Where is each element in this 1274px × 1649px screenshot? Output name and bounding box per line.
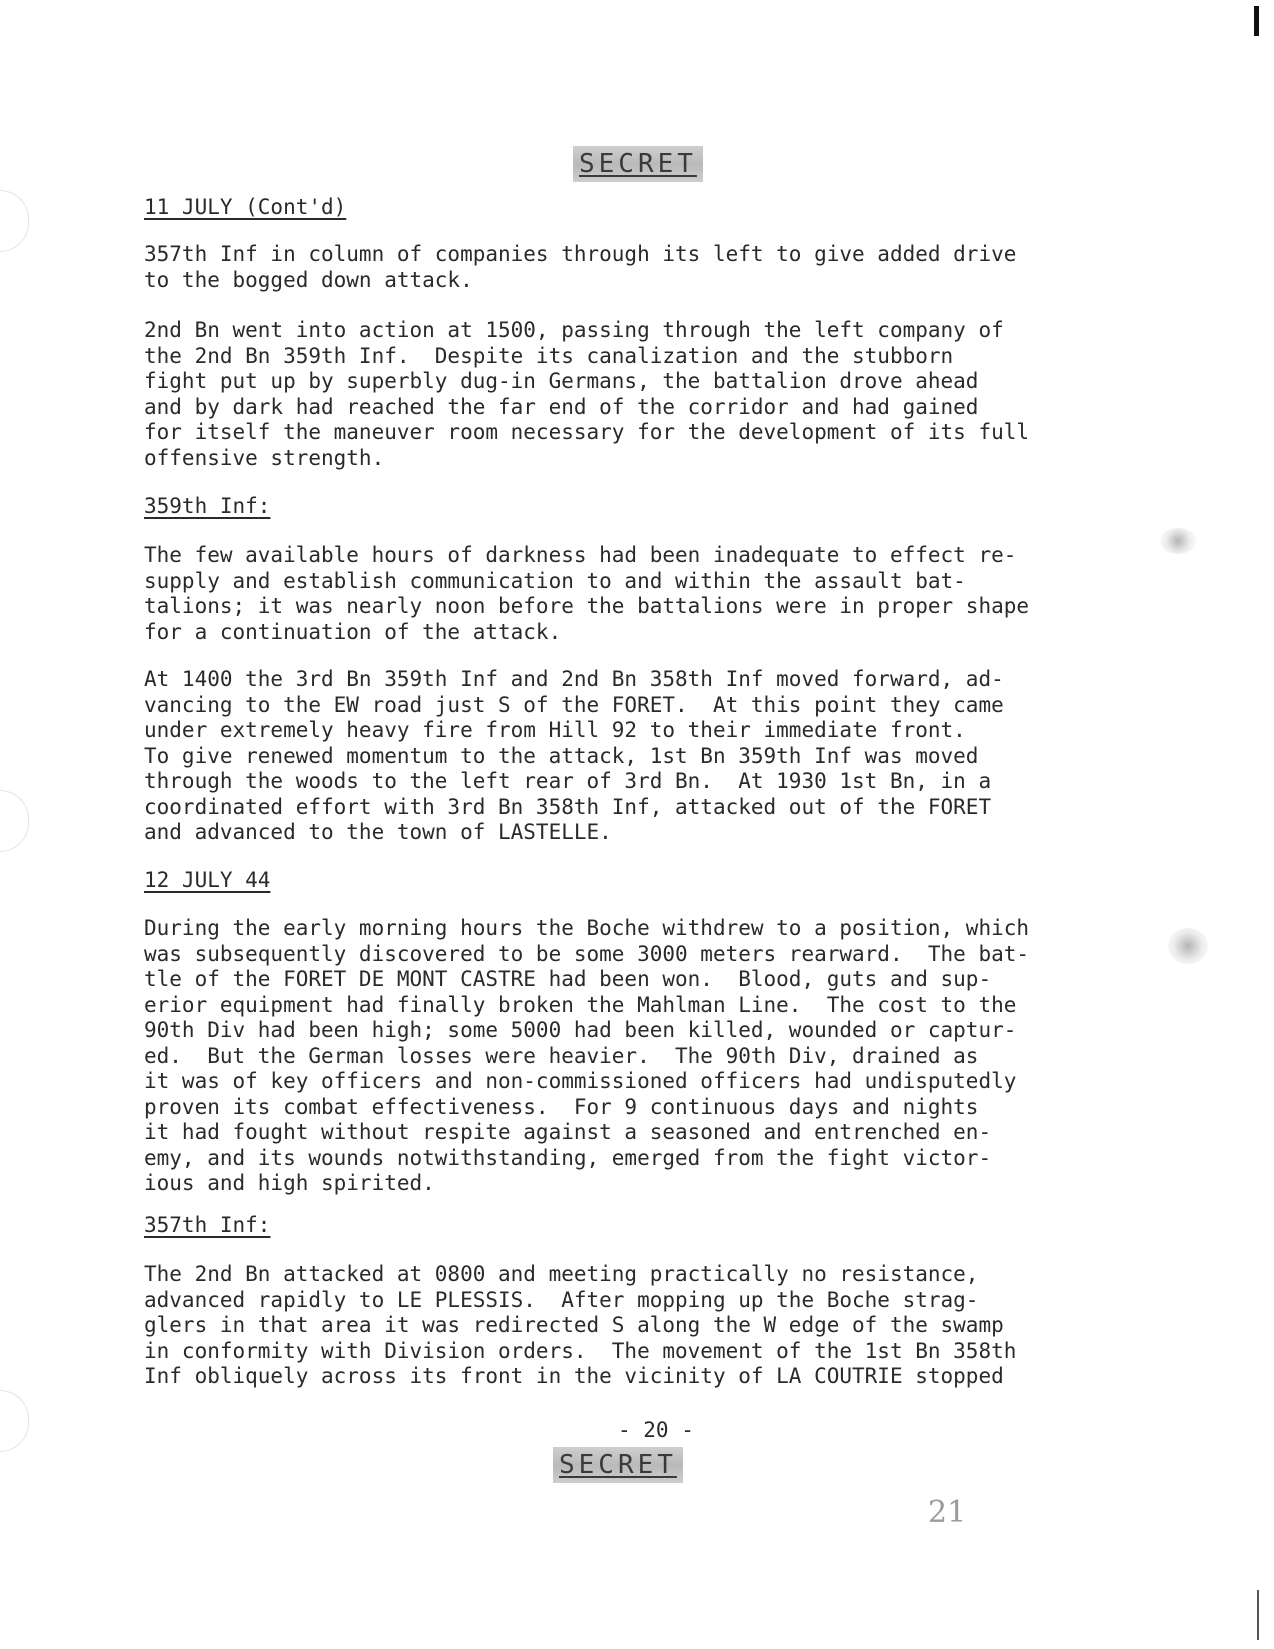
text-line: ed. But the German losses were heavier. The 90th Div, drained as <box>144 1043 979 1068</box>
text-line: To give renewed momentum to the attack, 1st Bn 359th Inf was moved <box>144 743 979 768</box>
text-line: it was of key officers and non-commissioned officers had undisputedly <box>144 1069 1017 1093</box>
text-line: coordinated effort with 3rd Bn 358th Inf, attacked out of the FORET <box>144 794 992 819</box>
classification-stamp-bottom: SECRET <box>553 1447 683 1483</box>
punch-hole-mark <box>0 190 29 252</box>
section-heading: 11 JULY (Cont'd) <box>144 195 347 219</box>
paragraph <box>144 667 1204 846</box>
paragraph <box>144 242 1204 293</box>
text-line: and advanced to the town of LASTELLE. <box>144 820 612 844</box>
punch-hole-mark <box>0 790 29 852</box>
text-line: 2nd Bn went into action at 1500, passing through the left company of <box>144 318 1004 342</box>
text-line: emy, and its wounds notwithstanding, emerged from the fight victor- <box>144 1145 992 1170</box>
text-line: in conformity with Division orders. The movement of the 1st Bn 358th <box>144 1338 1017 1363</box>
text-line: At 1400 the 3rd Bn 359th Inf and 2nd Bn 358th Inf moved forward, ad- <box>144 667 1004 691</box>
text-line: it had fought without respite against a seasoned and entrenched en- <box>144 1120 992 1144</box>
paragraph <box>144 318 1204 471</box>
text-line: supply and establish communication to and within the assault bat- <box>144 568 966 593</box>
text-line: through the woods to the left rear of 3rd Bn. At 1930 1st Bn, in a <box>144 769 992 793</box>
text-line: advanced rapidly to LE PLESSIS. After mopping up the Boche strag- <box>144 1287 979 1312</box>
page-number: - 20 - <box>618 1418 694 1442</box>
text-line: ious and high spirited. <box>144 1171 435 1195</box>
text-line: tle of the FORET DE MONT CASTRE had been won. Blood, guts and sup- <box>144 967 992 991</box>
text-line: and by dark had reached the far end of the corridor and had gained <box>144 394 979 419</box>
section-heading: 357th Inf: <box>144 1213 271 1237</box>
text-line: offensive strength. <box>144 445 385 470</box>
text-line: proven its combat effectiveness. For 9 continuous days and nights <box>144 1094 979 1119</box>
handwritten-page-mark: 21 <box>928 1495 967 1530</box>
classification-stamp-top: SECRET <box>573 146 703 182</box>
text-line: fight put up by superbly dug-in Germans, the battalion drove ahead <box>144 369 979 393</box>
margin-mark <box>1257 1590 1259 1640</box>
text-line: erior equipment had finally broken the Mahlman Line. The cost to the <box>144 992 1017 1017</box>
text-line: under extremely heavy fire from Hill 92 to their immediate front. <box>144 718 966 742</box>
margin-mark <box>1254 6 1259 36</box>
text-line: talions; it was nearly noon before the battalions were in proper shape <box>144 594 1030 618</box>
punch-hole-mark <box>0 1390 29 1452</box>
text-line: The few available hours of darkness had been inadequate to effect re- <box>144 543 1017 567</box>
text-line: for itself the maneuver room necessary for the development of its full <box>144 420 1030 444</box>
paragraph <box>144 543 1204 645</box>
section-heading: 359th Inf: <box>144 494 271 518</box>
text-line: The 2nd Bn attacked at 0800 and meeting practically no resistance, <box>144 1262 979 1286</box>
text-line: to the bogged down attack. <box>144 267 473 292</box>
paragraph <box>144 916 1204 1197</box>
text-line: 357th Inf in column of companies through its left to give added drive <box>144 242 1017 266</box>
text-line: vancing to the EW road just S of the FORET. At this point they came <box>144 692 1004 717</box>
text-line: glers in that area it was redirected S along the W edge of the swamp <box>144 1313 1004 1337</box>
text-line: was subsequently discovered to be some 3000 meters rearward. The bat- <box>144 941 1030 966</box>
text-line: the 2nd Bn 359th Inf. Despite its canalization and the stubborn <box>144 343 954 368</box>
text-line: 90th Div had been high; some 5000 had been killed, wounded or captur- <box>144 1018 1017 1042</box>
section-heading: 12 JULY 44 <box>144 868 271 892</box>
text-line: for a continuation of the attack. <box>144 619 562 644</box>
text-line: During the early morning hours the Boche withdrew to a position, which <box>144 916 1030 940</box>
paragraph <box>144 1262 1204 1390</box>
text-line: Inf obliquely across its front in the vicinity of LA COUTRIE stopped <box>144 1364 1004 1388</box>
